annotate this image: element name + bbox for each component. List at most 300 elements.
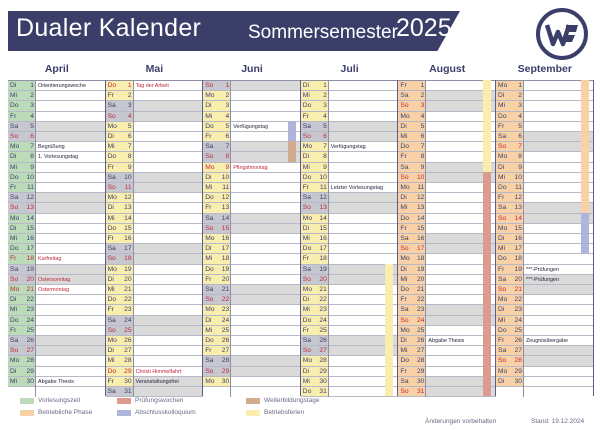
day-row bbox=[496, 214, 594, 224]
calendar-title: Dualer Kalender bbox=[16, 14, 202, 42]
day-event: 1. Vorlesungstag bbox=[38, 154, 79, 161]
day-number: 7 bbox=[518, 143, 522, 151]
day-row bbox=[203, 295, 301, 305]
day-row bbox=[106, 163, 204, 173]
day-row bbox=[496, 346, 594, 356]
day-row bbox=[398, 112, 496, 122]
weekday-label: Mo bbox=[498, 153, 508, 161]
weekday-label: Di bbox=[302, 296, 310, 304]
day-number: 23 bbox=[26, 306, 34, 314]
day-event: Abgabe Thesis bbox=[428, 338, 465, 344]
weekday-label: So bbox=[107, 326, 116, 334]
weekday-label: So bbox=[302, 275, 311, 283]
day-number: 15 bbox=[124, 224, 132, 232]
weekday-label: Mi bbox=[498, 316, 506, 324]
weekday-label: Do bbox=[302, 102, 312, 110]
weekday-label: Mi bbox=[302, 306, 310, 314]
weekday-label: Mo bbox=[400, 184, 410, 191]
day-number: 15 bbox=[221, 224, 230, 232]
weekday-label: Mi bbox=[107, 357, 115, 365]
day-number: 31 bbox=[319, 388, 327, 395]
day-number: 15 bbox=[514, 224, 522, 232]
day-row bbox=[8, 193, 106, 203]
weekday-label: Mo bbox=[205, 235, 215, 242]
day-number: 3 bbox=[127, 102, 132, 110]
day-number: 30 bbox=[514, 377, 522, 385]
day-number: 4 bbox=[225, 112, 230, 120]
day-row bbox=[496, 112, 594, 122]
day-event: Ostersonntag bbox=[38, 276, 71, 283]
day-row bbox=[398, 387, 496, 397]
day-number: 1 bbox=[323, 82, 327, 89]
weekday-label: Sa bbox=[498, 204, 507, 212]
day-number: 14 bbox=[221, 214, 230, 222]
day-row bbox=[398, 275, 496, 285]
day-row bbox=[301, 203, 399, 213]
day-number: 5 bbox=[30, 122, 34, 130]
weekday-label: Mi bbox=[205, 326, 213, 334]
weekday-label: So bbox=[498, 214, 507, 222]
day-row bbox=[203, 356, 301, 366]
weekday-label: Sa bbox=[10, 265, 19, 273]
day-row bbox=[301, 142, 399, 152]
day-row bbox=[301, 326, 399, 336]
weekday-label: Do bbox=[205, 194, 214, 202]
day-row bbox=[8, 285, 106, 295]
day-row bbox=[106, 234, 204, 244]
weekday-label: Sa bbox=[107, 316, 116, 324]
weekday-label: Sa bbox=[205, 214, 214, 222]
day-row bbox=[496, 122, 594, 132]
day-row bbox=[496, 203, 594, 213]
day-number: 19 bbox=[514, 265, 522, 273]
day-row bbox=[203, 91, 301, 101]
weekday-label: Sa bbox=[400, 92, 409, 100]
weekday-label: So bbox=[400, 173, 409, 181]
weekday-label: Mi bbox=[498, 245, 506, 253]
day-number: 13 bbox=[26, 204, 34, 212]
day-row bbox=[496, 356, 594, 366]
day-row bbox=[301, 91, 399, 101]
day-number: 30 bbox=[124, 377, 132, 385]
day-number: 10 bbox=[221, 173, 230, 181]
day-row bbox=[8, 91, 106, 101]
weekday-label: Sa bbox=[10, 122, 19, 130]
weekday-label: Di bbox=[302, 153, 310, 161]
day-number: 2 bbox=[127, 92, 132, 100]
weekday-label: Fr bbox=[302, 112, 310, 120]
day-row bbox=[496, 152, 594, 162]
changes-reserved-note: Änderungen vorbehalten bbox=[425, 418, 497, 425]
weekday-label: Do bbox=[302, 316, 312, 324]
weekday-label: So bbox=[10, 347, 19, 355]
day-row bbox=[301, 254, 399, 264]
weekday-label: Fr bbox=[107, 235, 114, 242]
weekday-label: Di bbox=[107, 133, 114, 140]
weekday-label: Fr bbox=[205, 275, 212, 283]
day-number: 1 bbox=[518, 82, 522, 89]
day-row bbox=[398, 152, 496, 162]
day-row bbox=[203, 163, 301, 173]
day-row bbox=[8, 305, 106, 315]
day-row bbox=[398, 254, 496, 264]
day-row bbox=[301, 316, 399, 326]
day-number: 5 bbox=[420, 122, 425, 130]
day-number: 21 bbox=[26, 286, 34, 293]
day-row bbox=[106, 367, 204, 377]
day-number: 18 bbox=[124, 255, 132, 263]
weekday-label: Mo bbox=[498, 82, 508, 89]
day-number: 28 bbox=[514, 357, 522, 365]
day-number: 28 bbox=[319, 357, 327, 365]
day-row bbox=[496, 275, 594, 285]
day-number: 30 bbox=[319, 377, 327, 385]
weekday-label: So bbox=[205, 367, 214, 375]
day-number: 16 bbox=[416, 235, 425, 242]
day-number: 25 bbox=[221, 326, 230, 334]
day-row bbox=[106, 224, 204, 234]
month-title: Mai bbox=[145, 63, 164, 75]
day-number: 3 bbox=[518, 102, 522, 110]
day-number: 22 bbox=[26, 296, 34, 304]
weekday-label: Mi bbox=[302, 377, 310, 385]
day-row bbox=[496, 183, 594, 193]
weekday-label: Di bbox=[107, 204, 114, 212]
day-row bbox=[496, 305, 594, 315]
weekday-label: So bbox=[302, 133, 311, 140]
weekday-label: Do bbox=[107, 296, 117, 304]
weekday-label: So bbox=[400, 245, 409, 253]
day-number: 19 bbox=[26, 265, 34, 273]
weekday-label: Mo bbox=[107, 337, 117, 344]
weekday-label: So bbox=[107, 184, 116, 191]
day-row bbox=[398, 163, 496, 173]
day-row bbox=[496, 142, 594, 152]
weekday-label: Mo bbox=[205, 377, 215, 385]
day-number: 1 bbox=[30, 82, 34, 89]
day-number: 26 bbox=[221, 337, 230, 344]
weekday-label: Di bbox=[498, 163, 505, 171]
day-event: Abgabe Thesis bbox=[38, 378, 74, 385]
day-number: 12 bbox=[26, 194, 34, 202]
day-number: 11 bbox=[222, 184, 230, 191]
weekday-label: Mo bbox=[302, 143, 313, 151]
day-row bbox=[8, 336, 106, 346]
day-number: 14 bbox=[416, 214, 425, 222]
day-row bbox=[398, 193, 496, 203]
day-number: 3 bbox=[225, 102, 230, 110]
weekday-label: So bbox=[302, 347, 311, 355]
day-number: 19 bbox=[221, 265, 230, 273]
day-row bbox=[203, 316, 301, 326]
day-number: 18 bbox=[221, 255, 230, 263]
day-row bbox=[496, 295, 594, 305]
weekday-label: Mo bbox=[10, 286, 20, 293]
weekday-label: Fr bbox=[10, 184, 17, 191]
weekday-label: Mo bbox=[400, 112, 410, 120]
day-row bbox=[398, 81, 496, 91]
weekday-label: Sa bbox=[400, 163, 409, 171]
day-row bbox=[203, 265, 301, 275]
day-row bbox=[8, 203, 106, 213]
day-row bbox=[203, 305, 301, 315]
day-number: 29 bbox=[221, 367, 230, 375]
day-row bbox=[106, 81, 204, 91]
weekday-label: Mo bbox=[205, 163, 215, 171]
day-row bbox=[203, 142, 301, 152]
day-number: 1 bbox=[420, 82, 425, 89]
day-number: 20 bbox=[319, 275, 327, 283]
day-row bbox=[301, 112, 399, 122]
weekday-label: Fr bbox=[498, 194, 505, 202]
day-row bbox=[301, 336, 399, 346]
weekday-label: Mo bbox=[498, 224, 508, 232]
day-row bbox=[398, 234, 496, 244]
weekday-label: Mo bbox=[10, 357, 20, 365]
day-row bbox=[203, 81, 301, 91]
day-row bbox=[301, 214, 399, 224]
legend-swatch bbox=[246, 410, 260, 416]
day-row bbox=[203, 285, 301, 295]
weekday-label: Di bbox=[400, 194, 407, 202]
weekday-label: Sa bbox=[205, 286, 214, 293]
weekday-label: Mi bbox=[10, 235, 18, 242]
weekday-label: So bbox=[400, 316, 409, 324]
day-number: 11 bbox=[417, 184, 425, 191]
day-row bbox=[203, 183, 301, 193]
weekday-label: Do bbox=[302, 388, 312, 395]
day-number: 11 bbox=[319, 184, 327, 191]
day-row bbox=[8, 132, 106, 142]
day-row bbox=[106, 346, 204, 356]
day-number: 28 bbox=[26, 357, 34, 365]
day-row bbox=[106, 377, 204, 387]
day-row bbox=[203, 112, 301, 122]
weekday-label: Mi bbox=[302, 235, 310, 242]
day-number: 16 bbox=[124, 235, 132, 242]
day-event: Ostermontag bbox=[38, 287, 70, 293]
day-row bbox=[106, 122, 204, 132]
day-event: Orientierungswoche bbox=[38, 83, 86, 89]
legend-label: Abschlusskolloquium bbox=[135, 409, 196, 416]
day-number: 9 bbox=[518, 163, 522, 171]
day-number: 10 bbox=[514, 173, 522, 181]
day-number: 11 bbox=[27, 184, 34, 191]
day-row bbox=[203, 132, 301, 142]
day-row bbox=[106, 275, 204, 285]
day-number: 8 bbox=[323, 153, 327, 161]
day-row bbox=[8, 244, 106, 254]
day-number: 24 bbox=[26, 316, 34, 324]
weekday-label: Fr bbox=[107, 92, 114, 100]
day-number: 19 bbox=[319, 265, 327, 273]
weekday-label: Fr bbox=[107, 163, 114, 171]
weekday-label: Mo bbox=[498, 367, 508, 375]
day-number: 27 bbox=[26, 347, 34, 355]
day-number: 8 bbox=[518, 153, 522, 161]
weekday-label: Di bbox=[498, 92, 505, 100]
weekday-label: Di bbox=[400, 337, 407, 344]
weekday-label: Fr bbox=[10, 326, 17, 334]
weekday-label: Fr bbox=[10, 112, 17, 120]
weekday-label: Di bbox=[10, 153, 17, 161]
day-number: 7 bbox=[225, 143, 230, 151]
day-row bbox=[106, 254, 204, 264]
day-event: Letzter Vorlesungstag bbox=[330, 185, 383, 191]
weekday-label: Do bbox=[498, 184, 507, 191]
day-number: 1 bbox=[225, 82, 230, 89]
day-row bbox=[496, 377, 594, 387]
weekday-label: Mo bbox=[498, 296, 508, 304]
legend-swatch bbox=[117, 410, 131, 416]
day-number: 18 bbox=[319, 255, 327, 263]
day-number: 5 bbox=[225, 122, 230, 130]
period-bar bbox=[288, 141, 296, 161]
day-number: 15 bbox=[26, 224, 34, 232]
day-number: 9 bbox=[323, 163, 327, 171]
day-number: 12 bbox=[124, 194, 132, 202]
day-row bbox=[8, 367, 106, 377]
day-number: 18 bbox=[416, 255, 425, 263]
day-row bbox=[106, 152, 204, 162]
day-number: 29 bbox=[514, 367, 522, 375]
day-row bbox=[398, 244, 496, 254]
day-row bbox=[301, 234, 399, 244]
day-number: 27 bbox=[221, 347, 230, 355]
month-title: Juli bbox=[340, 63, 359, 75]
weekday-label: Do bbox=[400, 286, 409, 293]
weekday-label: Mo bbox=[400, 255, 410, 263]
day-event: ***-Prüfungen bbox=[526, 266, 559, 273]
day-row bbox=[496, 336, 594, 346]
weekday-label: Sa bbox=[400, 306, 409, 314]
weekday-label: Fr bbox=[400, 82, 407, 89]
weekday-label: Mi bbox=[302, 163, 310, 171]
day-row bbox=[301, 132, 399, 142]
day-row bbox=[8, 326, 106, 336]
period-bar bbox=[385, 264, 393, 397]
day-row bbox=[301, 244, 399, 254]
day-number: 9 bbox=[127, 163, 132, 171]
weekday-label: Fr bbox=[10, 255, 17, 263]
weekday-label: Do bbox=[205, 122, 214, 130]
day-number: 21 bbox=[319, 286, 327, 293]
weekday-label: Do bbox=[10, 316, 19, 324]
day-row bbox=[301, 122, 399, 132]
day-row bbox=[8, 173, 106, 183]
weekday-label: Mo bbox=[205, 92, 215, 100]
weekday-label: Mi bbox=[498, 173, 506, 181]
day-row bbox=[398, 203, 496, 213]
weekday-label: Sa bbox=[205, 357, 214, 365]
month-title: April bbox=[44, 63, 69, 75]
day-number: 25 bbox=[26, 326, 34, 334]
day-number: 2 bbox=[323, 92, 327, 100]
day-row bbox=[301, 387, 399, 397]
weekday-label: So bbox=[10, 204, 19, 212]
day-number: 2 bbox=[518, 92, 522, 100]
weekday-label: Di bbox=[10, 296, 17, 304]
weekday-label: Sa bbox=[10, 194, 19, 202]
day-number: 9 bbox=[30, 163, 34, 171]
day-row bbox=[496, 132, 594, 142]
semester-label: Sommersemester bbox=[248, 22, 398, 43]
day-row bbox=[8, 112, 106, 122]
day-number: 4 bbox=[518, 112, 522, 120]
weekday-label: So bbox=[302, 204, 311, 212]
day-number: 20 bbox=[26, 275, 34, 283]
weekday-label: Fr bbox=[302, 326, 310, 334]
day-number: 23 bbox=[124, 306, 132, 314]
day-number: 8 bbox=[127, 153, 132, 161]
day-row bbox=[106, 305, 204, 315]
weekday-label: Mi bbox=[10, 92, 18, 100]
weekday-label: Di bbox=[498, 377, 505, 385]
weekday-label: Sa bbox=[302, 194, 311, 202]
day-row bbox=[301, 193, 399, 203]
day-number: 6 bbox=[225, 133, 230, 140]
day-row bbox=[398, 265, 496, 275]
day-row bbox=[106, 173, 204, 183]
weekday-label: Di bbox=[205, 316, 212, 324]
day-row bbox=[496, 224, 594, 234]
day-event: Karfreitag bbox=[38, 256, 62, 263]
weekday-label: Sa bbox=[498, 347, 507, 355]
day-row bbox=[398, 122, 496, 132]
weekday-label: Do bbox=[107, 82, 117, 89]
weekday-label: Do bbox=[400, 143, 409, 151]
day-row bbox=[398, 356, 496, 366]
day-event: Verfügungstag bbox=[233, 123, 268, 130]
day-number: 6 bbox=[518, 133, 522, 140]
day-number: 11 bbox=[124, 184, 132, 191]
weekday-label: Di bbox=[498, 306, 505, 314]
day-row bbox=[8, 183, 106, 193]
weekday-label: Mo bbox=[10, 143, 20, 151]
day-row bbox=[398, 142, 496, 152]
day-number: 10 bbox=[26, 173, 34, 181]
day-row bbox=[8, 295, 106, 305]
day-event: Zeugnisübergabe bbox=[526, 338, 568, 344]
day-number: 15 bbox=[416, 224, 425, 232]
day-row bbox=[398, 214, 496, 224]
day-number: 4 bbox=[30, 112, 34, 120]
day-number: 30 bbox=[416, 377, 425, 385]
day-row bbox=[106, 336, 204, 346]
day-row bbox=[398, 183, 496, 193]
weekday-label: Sa bbox=[107, 173, 116, 181]
day-number: 18 bbox=[514, 255, 522, 263]
day-number: 17 bbox=[221, 245, 230, 253]
day-number: 9 bbox=[420, 163, 425, 171]
weekday-label: Di bbox=[498, 235, 505, 242]
day-row bbox=[301, 173, 399, 183]
weekday-label: Mo bbox=[302, 286, 313, 293]
day-number: 2 bbox=[420, 92, 425, 100]
legend-label: Weiterbildungstage bbox=[264, 397, 320, 404]
day-row bbox=[496, 173, 594, 183]
weekday-label: Mo bbox=[205, 306, 215, 314]
weekday-label: Do bbox=[107, 224, 117, 232]
day-number: 2 bbox=[225, 92, 230, 100]
weekday-label: So bbox=[498, 357, 507, 365]
day-row bbox=[8, 346, 106, 356]
month-title: August bbox=[429, 63, 466, 75]
day-row bbox=[398, 101, 496, 111]
weekday-label: Mo bbox=[107, 194, 117, 202]
day-number: 17 bbox=[416, 245, 425, 253]
weekday-label: Sa bbox=[107, 245, 116, 253]
